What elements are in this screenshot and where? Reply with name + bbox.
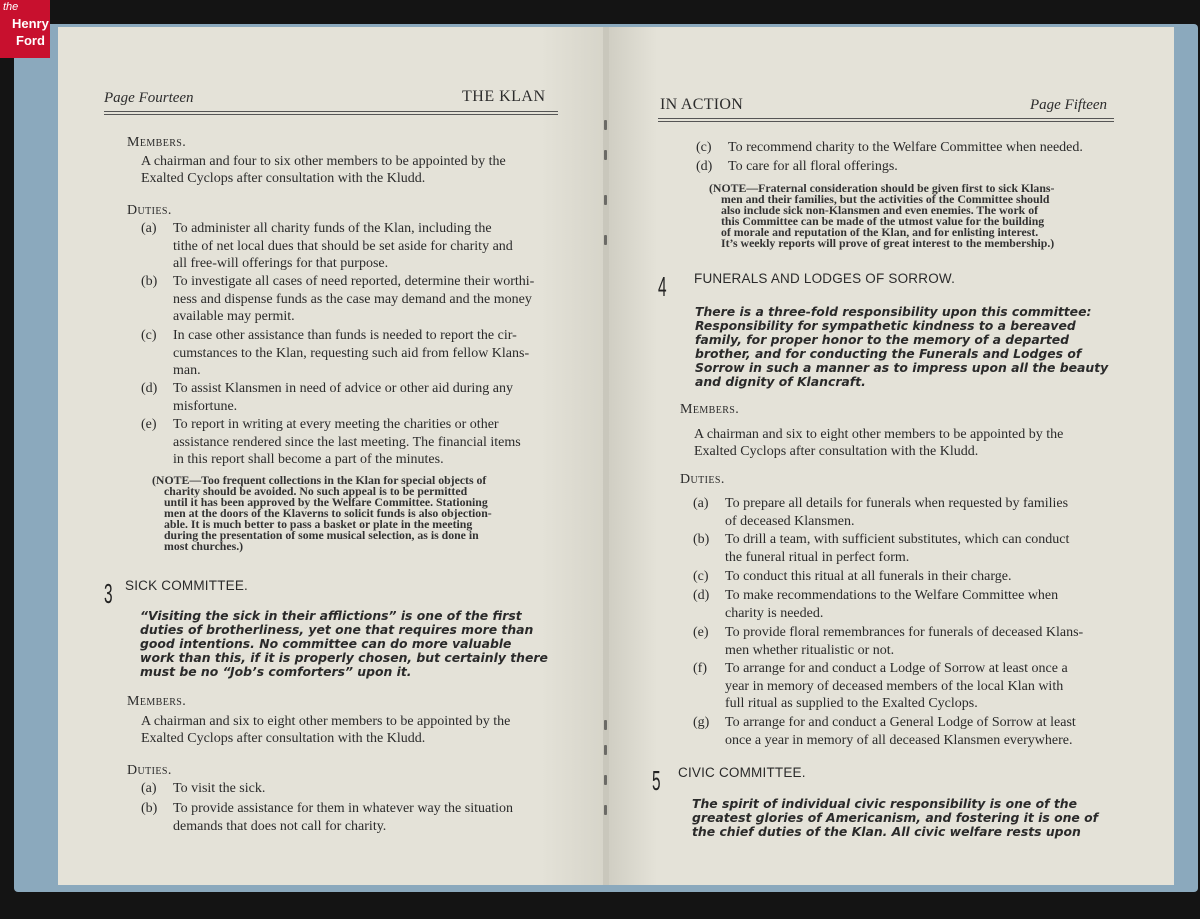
left-page-number: Page Fourteen [104, 90, 194, 106]
binding-stitch [604, 775, 607, 785]
duties-label: Duties. [680, 472, 725, 487]
binding-stitch [604, 745, 607, 755]
section-number-5: 5 [652, 765, 661, 796]
henry-ford-logo [0, 0, 50, 58]
binding-stitch [604, 720, 607, 730]
right-running-title: IN ACTION [660, 96, 744, 113]
civic-committee-intro: The spirit of individual civic responsibility is one of the greatest glories of Americanism, and fostering it is one of the chief duties of the Klan. All civic welfare rests upon [692, 796, 1099, 839]
right-header-rule [658, 118, 1114, 122]
sick-committee-note: (NOTE—Fraternal consideration should be given first to sick Klans- men and their families, but the activities of the Committee should also include sick non-Klansmen and even enemies. The work of this Committee can be made of the utmost value for the building of morale and reputation of the Klan, and for enlisting interest. It’s weekly reports will prove of great interest to the membership.) [709, 181, 1055, 250]
left-header-rule [104, 111, 558, 115]
duties-label: Duties. [127, 763, 172, 778]
binding-stitch [604, 150, 607, 160]
members-label: Members. [680, 402, 740, 417]
members-label: Members. [127, 694, 187, 709]
charity-note: (NOTE—Too frequent collections in the Klan for special objects of charity should be avoided. No such appeal is to be permitted until it has been approved by the Welfare Committee. Stationing men at the doors of the Klaverns to solicit funds is also objection- able. It is much better to pass a basket or plate in the meeting during the presentation of some musical selection, as is done in most churches.) [152, 473, 492, 553]
section-number-3: 3 [104, 578, 113, 609]
members-text: A chairman and six to eight other members to be appointed by the Exalted Cyclops after consultation with the Kludd. [141, 714, 511, 746]
sick-committee-intro: “Visiting the sick in their afflictions” is one of the first duties of brotherliness, yet one that requires more than good intentions. No committee can do more valuable work than this, if it is properly chosen, but certainly there must be no “Job’s comforters” upon it. [140, 608, 548, 679]
left-running-title: THE KLAN [462, 88, 546, 105]
duties-label: Duties. [127, 203, 172, 218]
funerals-intro: There is a three-fold responsibility upon this committee: Responsibility for sympathetic kindness to a bereaved family, for proper honor to the memory of a departed brother, and for conducting the Funerals and Lodges of Sorrow in such a manner as to impress upon all the beauty and dignity of Klancraft. [695, 304, 1109, 389]
members-text: A chairman and four to six other members to be appointed by the Exalted Cyclops after consultation with the Kludd. [141, 154, 506, 186]
right-page-number: Page Fifteen [1030, 97, 1108, 113]
logo-ford: Ford [16, 33, 45, 48]
logo-the: the [3, 1, 19, 13]
section-number-4: 4 [658, 271, 667, 302]
sick-committee-heading: SICK COMMITTEE. [125, 578, 249, 593]
members-label: Members. [127, 135, 187, 150]
binding-stitch [604, 195, 607, 205]
civic-committee-heading: CIVIC COMMITTEE. [678, 765, 806, 780]
logo-henry: Henry [12, 16, 49, 31]
binding-stitch [604, 805, 607, 815]
funerals-heading: FUNERALS AND LODGES OF SORROW. [694, 271, 956, 286]
binding-stitch [604, 120, 607, 130]
members-text: A chairman and six to eight other members to be appointed by the Exalted Cyclops after consultation with the Kludd. [694, 427, 1064, 459]
binding-stitch [604, 235, 607, 245]
